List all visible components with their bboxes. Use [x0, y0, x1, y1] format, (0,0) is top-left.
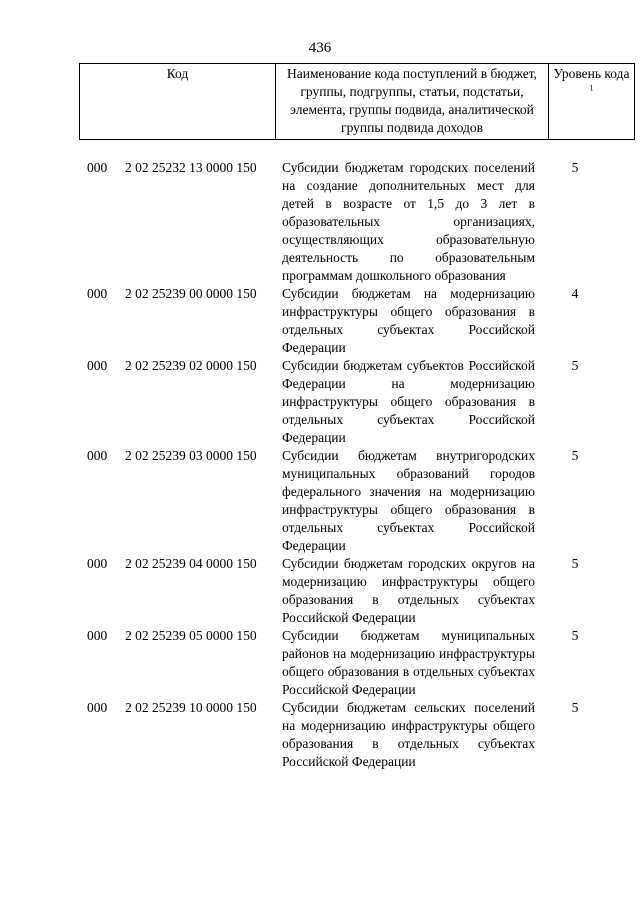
row-name: Субсидии бюджетам городских поселений на создание дополнительных мест для детей в возрасте от 1,5 до 3 лет в образовательных организациях, осуществляющих образовательную деятельность по образовательным программам дошкольного образования	[282, 160, 535, 283]
row-admin-code: 000	[87, 358, 108, 373]
row-name: Субсидии бюджетам субъектов Российской Федерации на модернизацию инфраструктуры общего образования в отдельных субъектах Российской Федерации	[282, 358, 535, 445]
row-name: Субсидии бюджетам сельских поселений на модернизацию инфраструктуры общего образования в отдельных субъектах Российской Федерации	[282, 700, 535, 769]
table-row	[79, 285, 613, 357]
row-admin-code: 000	[87, 628, 108, 643]
row-income-code: 2 02 25239 03 0000 150	[125, 448, 257, 463]
row-income-code: 2 02 25239 10 0000 150	[125, 700, 257, 715]
row-name: Субсидии бюджетам на модернизацию инфраструктуры общего образования в отдельных субъектах Российской Федерации	[282, 286, 535, 355]
row-income-code: 2 02 25239 02 0000 150	[125, 358, 257, 373]
row-admin-code: 000	[87, 160, 108, 175]
table-row	[79, 447, 613, 555]
row-admin-code: 000	[87, 700, 108, 715]
row-level: 5	[571, 160, 579, 175]
table-row	[79, 159, 613, 285]
row-name: Субсидии бюджетам городских округов на модернизацию инфраструктуры общего образования в отдельных субъектах Российской Федерации	[282, 556, 535, 625]
table-header-row	[80, 64, 635, 140]
table-row	[79, 627, 613, 699]
row-name: Субсидии бюджетам муниципальных районов на модернизацию инфраструктуры общего образования в отдельных субъектах Российской Федерации	[282, 628, 535, 697]
header-code: Код	[80, 64, 276, 140]
header-level-label	[553, 66, 629, 99]
header-name: Наименование кода поступлений в бюджет, группы, подгруппы, статьи, подстатьи, элемента, группы подвида, аналитической группы подвида доходов	[276, 64, 549, 140]
table-row	[79, 699, 613, 771]
row-income-code: 2 02 25232 13 0000 150	[125, 160, 257, 175]
header-level	[549, 64, 635, 140]
table-row	[79, 555, 613, 627]
table-body	[79, 159, 613, 771]
row-level: 5	[571, 700, 579, 715]
table-row	[79, 357, 613, 447]
row-level: 4	[571, 286, 579, 301]
row-income-code: 2 02 25239 00 0000 150	[125, 286, 257, 301]
row-level: 5	[571, 358, 579, 373]
table-header	[79, 63, 635, 140]
row-level: 5	[571, 628, 579, 643]
row-admin-code: 000	[87, 286, 108, 301]
header-level-footnote: 1	[589, 83, 594, 93]
row-income-code: 2 02 25239 05 0000 150	[125, 628, 257, 643]
row-level: 5	[571, 448, 579, 463]
row-name: Субсидии бюджетам внутригородских муниципальных образований городов федерального значения на модернизацию инфраструктуры общего образования в отдельных субъектах Российской Федерации	[282, 448, 535, 553]
row-level: 5	[571, 556, 579, 571]
row-admin-code: 000	[87, 556, 108, 571]
row-admin-code: 000	[87, 448, 108, 463]
row-income-code: 2 02 25239 04 0000 150	[125, 556, 257, 571]
header-level-text: Уровень кода	[553, 66, 630, 81]
page-number: 436	[308, 40, 332, 56]
